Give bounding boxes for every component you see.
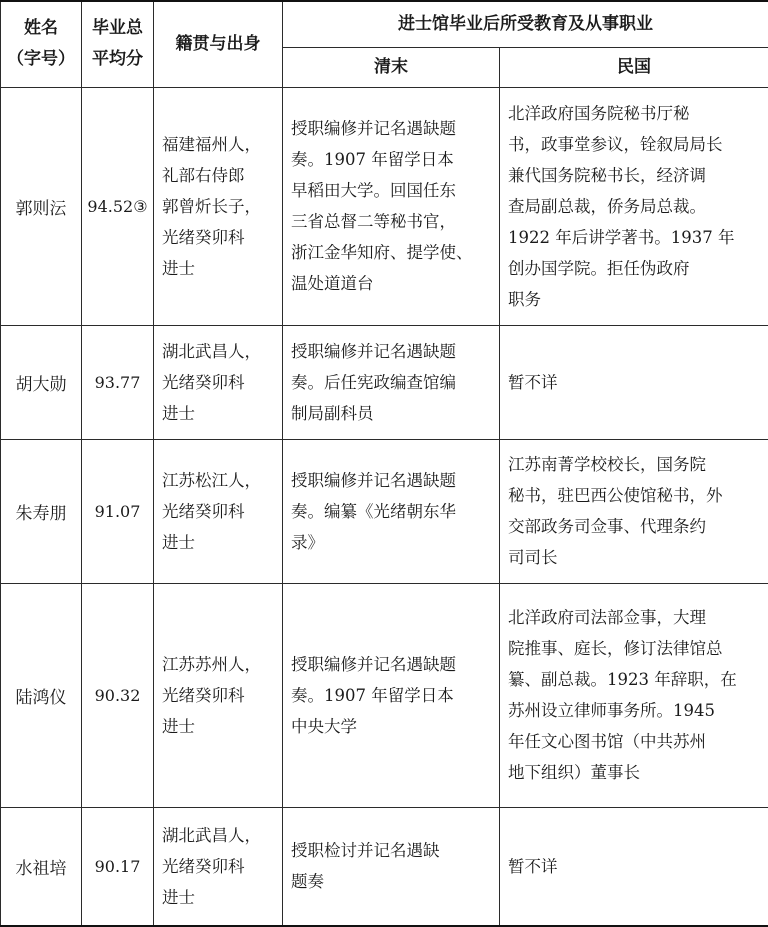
cell-late-qing xyxy=(283,325,500,439)
cell-line: 授职编修并记名遇缺题 xyxy=(291,341,456,361)
cell-late-qing xyxy=(283,87,500,325)
cell-name: 胡大勋 xyxy=(1,325,82,439)
cell-origin xyxy=(154,807,283,926)
cell-line: 光绪癸卯科 xyxy=(162,501,245,521)
cell-line: 查局副总裁，侨务局总裁。 xyxy=(508,196,706,216)
header-name-line1: 姓名 xyxy=(24,18,58,39)
header-republic: 民国 xyxy=(500,47,768,87)
header-score-line2: 平均分 xyxy=(92,49,143,70)
cell-line: 光绪癸卯科 xyxy=(162,372,245,392)
cell-line: 授职编修并记名遇缺题 xyxy=(291,654,456,674)
cell-line: 书，政事堂参议，铨叙局局长 xyxy=(508,134,723,154)
cell-line: 北洋政府司法部佥事，大理 xyxy=(508,608,706,627)
cell-name: 郭则沄 xyxy=(1,87,82,325)
cell-line: 浙江金华知府、提学使、 xyxy=(291,243,473,262)
cell-line: 创办国学院。拒任伪政府 xyxy=(508,258,690,278)
cell-republic xyxy=(500,325,768,439)
cell-line: 江苏南菁学校校长，国务院 xyxy=(508,455,706,474)
cell-line: 交部政务司佥事、代理条约 xyxy=(508,517,706,536)
table-row xyxy=(1,583,768,807)
cell-score: 90.17 xyxy=(82,807,154,926)
cell-line: 院推事、庭长，修订法律馆总 xyxy=(508,639,723,658)
cell-score: 91.07 xyxy=(82,439,154,583)
cell-line: 题奏 xyxy=(291,872,324,892)
cell-line: 地下组织）董事长 xyxy=(508,763,640,782)
cell-line: 司司长 xyxy=(508,548,558,567)
header-late-qing: 清末 xyxy=(283,47,500,87)
header-career-group: 进士馆毕业后所受教育及从事职业 xyxy=(283,1,768,47)
cell-line: 兼代国务院秘书长，经济调 xyxy=(508,165,706,185)
cell-origin xyxy=(154,583,283,807)
header-origin: 籍贯与出身 xyxy=(154,1,283,87)
table-row xyxy=(1,807,768,926)
cell-line: 光绪癸卯科 xyxy=(162,856,245,876)
cell-line: 1922 年后讲学著书。1937 年 xyxy=(508,227,735,247)
cell-late-qing xyxy=(283,583,500,807)
table-row xyxy=(1,87,768,325)
cell-line: 奏。编纂《光绪朝东华 xyxy=(291,501,456,521)
cell-line: 湖北武昌人， xyxy=(162,825,261,845)
cell-line: 进士 xyxy=(162,532,195,552)
cell-score: 93.77 xyxy=(82,325,154,439)
cell-origin xyxy=(154,325,283,439)
cell-line: 纂、副总裁。1923 年辞职，在 xyxy=(508,670,737,689)
cell-line: 授职编修并记名遇缺题 xyxy=(291,119,456,138)
cell-republic xyxy=(500,583,768,807)
cell-line: 温处道道台 xyxy=(291,274,374,293)
cell-name: 陆鸿仪 xyxy=(1,583,82,807)
cell-line: 授职检讨并记名遇缺 xyxy=(291,841,440,861)
cell-line: 秘书，驻巴西公使馆秘书，外 xyxy=(508,486,723,505)
cell-line: 北洋政府国务院秘书厅秘 xyxy=(508,103,690,123)
cell-line: 江苏松江人， xyxy=(162,470,261,490)
cell-republic xyxy=(500,807,768,926)
cell-line: 进士 xyxy=(162,716,195,736)
cell-line: 湖北武昌人， xyxy=(162,341,261,361)
table-row xyxy=(1,439,768,583)
table-body xyxy=(1,87,768,926)
cell-line: 制局副科员 xyxy=(291,403,374,423)
cell-line: 早稻田大学。回国任东 xyxy=(291,181,456,200)
cell-name: 朱寿朋 xyxy=(1,439,82,583)
cell-score: 94.52③ xyxy=(82,87,154,325)
cell-line: 江苏苏州人， xyxy=(162,654,261,674)
cell-line: 光绪癸卯科 xyxy=(162,685,245,705)
cell-origin xyxy=(154,87,283,325)
cell-late-qing xyxy=(283,807,500,926)
cell-late-qing xyxy=(283,439,500,583)
cell-line: 礼部右侍郎 xyxy=(162,165,245,185)
cell-line: 中央大学 xyxy=(291,716,357,736)
cell-line: 年任文心图书馆（中共苏州 xyxy=(508,732,706,751)
cell-line: 录》 xyxy=(291,532,324,552)
cell-line: 暂不详 xyxy=(508,372,558,392)
table-row xyxy=(1,325,768,439)
header-score-line1: 毕业总 xyxy=(92,18,143,39)
cell-line: 进士 xyxy=(162,887,195,907)
cell-score: 90.32 xyxy=(82,583,154,807)
cell-line: 奏。后任宪政编查馆编 xyxy=(291,372,456,392)
cell-line: 暂不详 xyxy=(508,856,558,876)
header-name xyxy=(1,1,82,87)
cell-line: 奏。1907 年留学日本 xyxy=(291,685,454,705)
header-name-line2: （字号） xyxy=(7,49,75,70)
cell-line: 福建福州人， xyxy=(162,134,261,154)
cell-line: 进士 xyxy=(162,403,195,423)
cell-line: 苏州设立律师事务所。1945 xyxy=(508,701,715,720)
cell-line: 授职编修并记名遇缺题 xyxy=(291,470,456,490)
cell-republic xyxy=(500,87,768,325)
cell-line: 职务 xyxy=(508,289,541,309)
cell-line: 进士 xyxy=(162,258,195,278)
cell-republic xyxy=(500,439,768,583)
header-score xyxy=(82,1,154,87)
cell-line: 郭曾炘长子， xyxy=(162,196,261,216)
cell-name: 水祖培 xyxy=(1,807,82,926)
cell-line: 光绪癸卯科 xyxy=(162,227,245,247)
cell-origin xyxy=(154,439,283,583)
cell-line: 奏。1907 年留学日本 xyxy=(291,150,454,169)
cell-line: 三省总督二等秘书官， xyxy=(291,212,456,231)
